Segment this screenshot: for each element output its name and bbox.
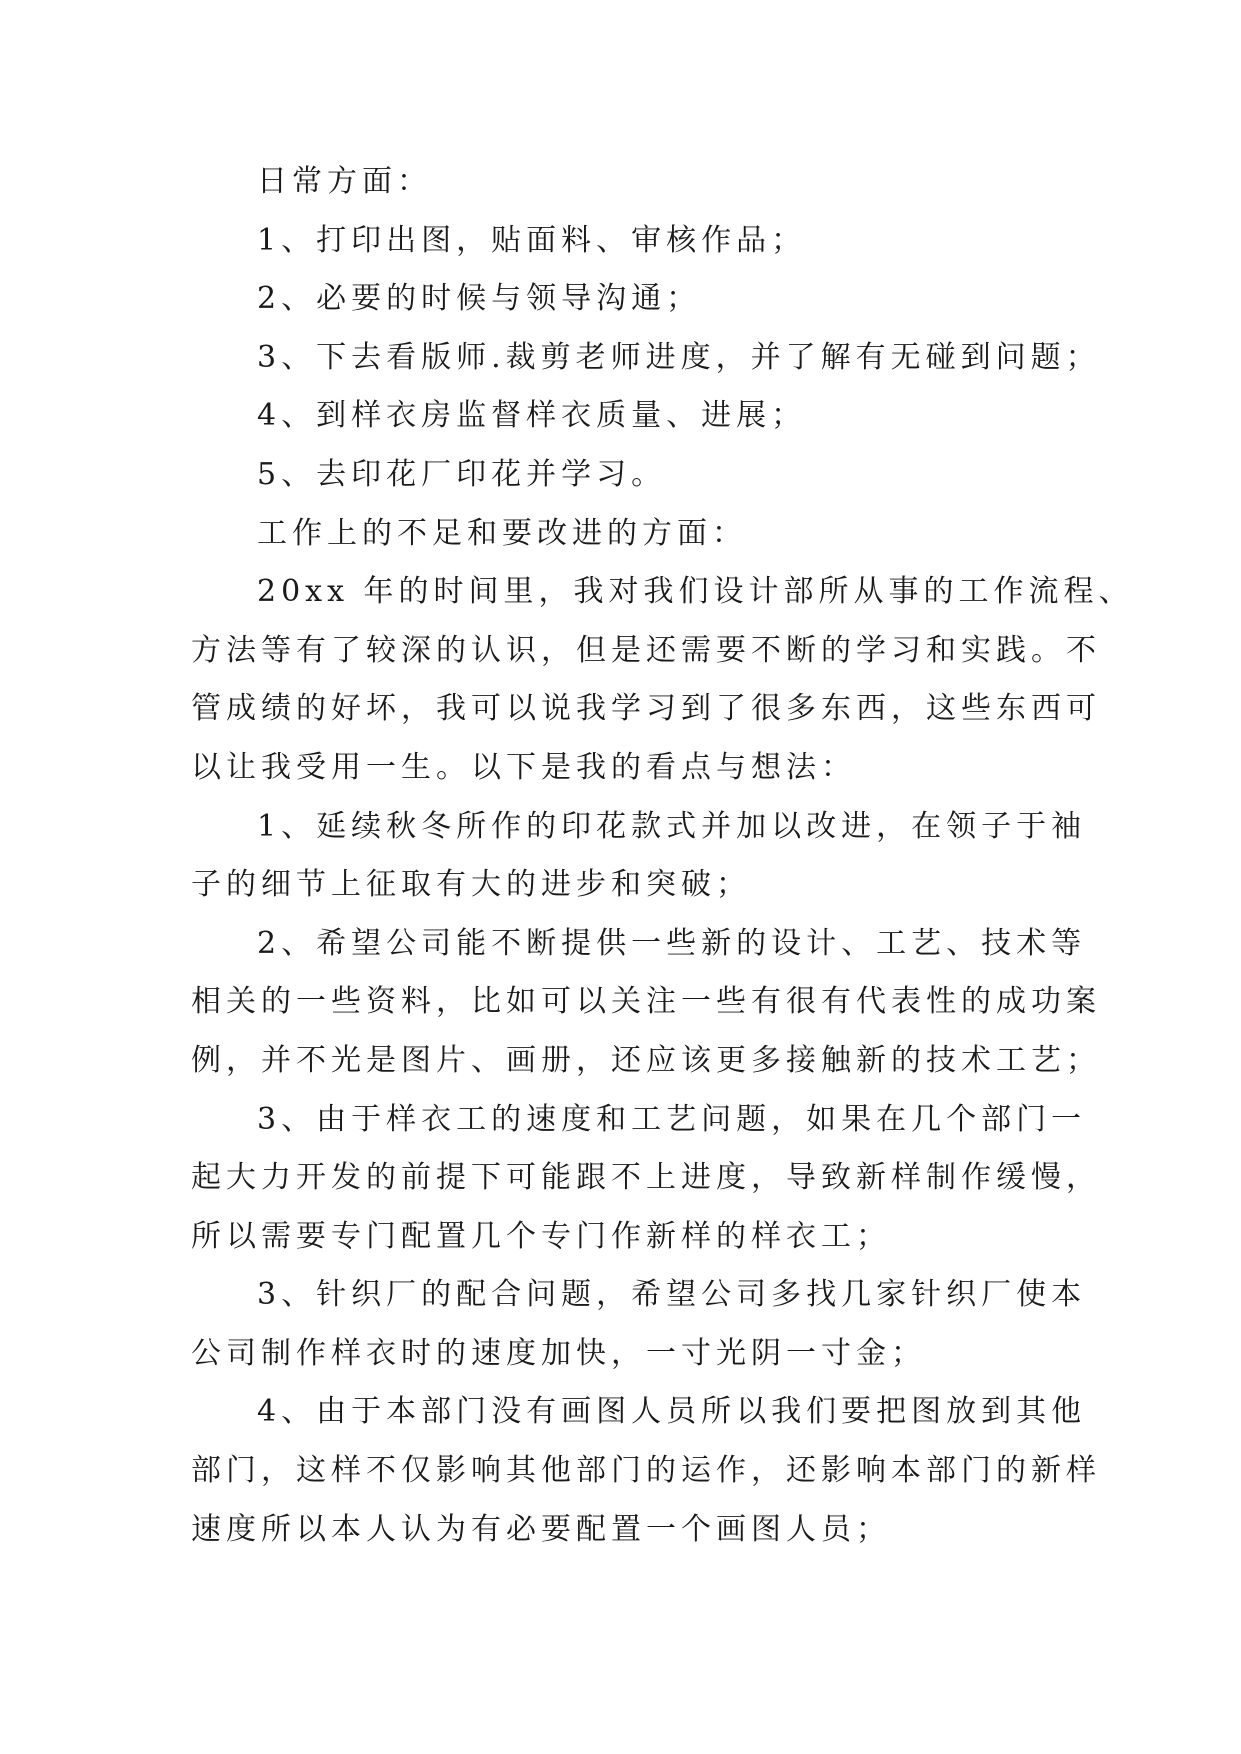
paragraph-line: 20xx 年的时间里，我对我们设计部所从事的工作流程、 (257, 574, 1134, 610)
paragraph-line: 部门，这样不仅影响其他部门的运作，还影响本部门的新样 (191, 1453, 1101, 1489)
paragraph-line: 4、由于本部门没有画图人员所以我们要把图放到其他 (257, 1394, 1087, 1430)
paragraph-line: 相关的一些资料，比如可以关注一些有很有代表性的成功案 (191, 984, 1101, 1020)
list-item: 1、打印出图，贴面料、审核作品； (257, 222, 807, 258)
paragraph-line: 3、由于样衣工的速度和工艺问题，如果在几个部门一 (257, 1101, 1087, 1137)
paragraph-line: 公司制作样衣时的速度加快，一寸光阴一寸金； (191, 1335, 926, 1371)
paragraph-line: 所以需要专门配置几个专门作新样的样衣工； (191, 1218, 891, 1254)
paragraph-line: 例，并不光是图片、画册，还应该更多接触新的技术工艺； (191, 1042, 1101, 1078)
paragraph-line: 2、希望公司能不断提供一些新的设计、工艺、技术等 (257, 925, 1087, 961)
document-body (191, 156, 1134, 1562)
section-heading-improvements: 工作上的不足和要改进的方面： (257, 515, 747, 551)
list-item: 5、去印花厂印花并学习。 (257, 456, 667, 492)
paragraph-line: 管成绩的好坏，我可以说我学习到了很多东西，这些东西可 (191, 691, 1101, 727)
paragraph-line: 速度所以本人认为有必要配置一个画图人员； (191, 1511, 891, 1547)
paragraph-line: 1、延续秋冬所作的印花款式并加以改进，在领子于袖 (257, 808, 1087, 844)
paragraph-line: 3、针织厂的配合问题，希望公司多找几家针织厂使本 (257, 1277, 1087, 1313)
list-item: 2、必要的时候与领导沟通； (257, 281, 702, 317)
paragraph-line: 以让我受用一生。以下是我的看点与想法： (191, 749, 856, 785)
section-heading-daily: 日常方面： (257, 164, 432, 199)
paragraph-line: 起大力开发的前提下可能跟不上进度，导致新样制作缓慢， (191, 1160, 1101, 1196)
paragraph-line: 子的细节上征取有大的进步和突破； (191, 867, 751, 903)
list-item: 3、下去看版师.裁剪老师进度，并了解有无碰到问题； (257, 339, 1101, 375)
paragraph-line: 方法等有了较深的认识，但是还需要不断的学习和实践。不 (191, 632, 1101, 668)
list-item: 4、到样衣房监督样衣质量、进展； (257, 398, 807, 434)
